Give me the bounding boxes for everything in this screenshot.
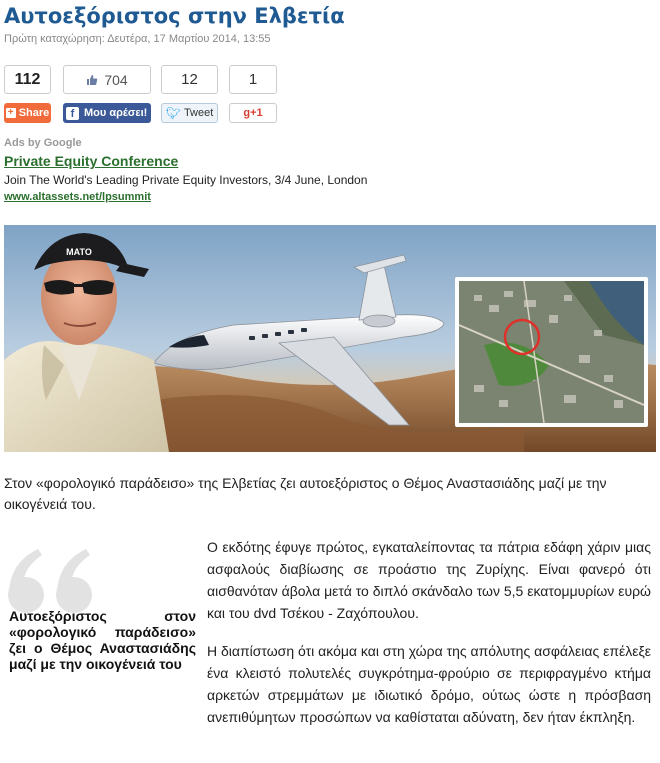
gplus-button[interactable]: g+1 [229, 103, 277, 123]
total-shares-count: 112 [4, 65, 51, 94]
publish-date: Πρώτη καταχώρηση: Δευτέρα, 17 Μαρτίου 2014, 13:55 [4, 33, 271, 45]
ad-title-link[interactable]: Private Equity Conference [4, 153, 179, 169]
share-label: Share [18, 107, 50, 119]
tweet-count: 12 [161, 65, 218, 94]
tweet-label: Tweet [183, 107, 214, 119]
article-title: Αυτοεξόριστος στην Ελβετία [4, 4, 345, 28]
share-button[interactable] [4, 103, 51, 123]
plus-icon: + [6, 108, 16, 118]
ads-by-google-label[interactable]: Ads by Google [4, 137, 82, 149]
facebook-icon: f [66, 107, 79, 120]
article-lead: Στον «φορολογικό παράδεισο» της Ελβετίας ζει αυτοεξόριστος ο Θέμος Αναστασιάδης μαζί με την οικογένειά του. [4, 475, 607, 512]
like-label: Μου αρέσει! [84, 107, 148, 119]
thumbs-up-icon [86, 74, 98, 86]
likes-count-text: 704 [104, 71, 128, 88]
hero-image [4, 225, 656, 452]
facebook-likes-count [63, 65, 151, 94]
tweet-button[interactable] [161, 103, 218, 123]
article-paragraph-1: Ο εκδότης έφυγε πρώτος, εγκαταλείποντας τα πάτρια εδάφη χάριν μιας ασφαλούς διαβίωσης σε προάστιο της Ζυρίχης. Είναι φανερό ότι αισθανόταν άβολα μετά το διπλό σκάνδαλο των 5,5 εκατομμυρίων ευρώ και του dvd Τσέκου - Ζαχόπουλου. [207, 539, 651, 621]
ad-description: Join The World's Leading Private Equity Investors, 3/4 June, London [4, 173, 368, 187]
facebook-like-button[interactable] [63, 103, 151, 123]
article-paragraph-2: Η διαπίστωση ότι ακόμα και στη χώρα της απόλυτης ασφάλειας επέλεξε ένα κλειστό πολυτελές συγκρότημα-φρούριο σε περιφραγμένο κτήμα αρκετών στρεμμάτων με ιδιωτικό δρόμο, ούτως ώστε η πρόσβαση ανεπιθύμητων προσώπων να καθίσταται αδύνατη, δεν ήταν έκπληξη. [207, 643, 651, 725]
cap-logo-text: MATO [66, 247, 92, 257]
twitter-bird-icon: 🐦︎ [165, 106, 181, 120]
pullquote-text: Αυτοεξόριστος στον «φορολογικό παράδεισο» ζει ο Θέμος Αναστασιάδης μαζί με την οικογένειά του [9, 608, 196, 672]
satellite-map-inset [455, 277, 648, 427]
ad-url-link[interactable]: www.altassets.net/lpsummit [4, 191, 151, 203]
gplus-count: 1 [229, 65, 277, 94]
pullquote [4, 543, 195, 733]
